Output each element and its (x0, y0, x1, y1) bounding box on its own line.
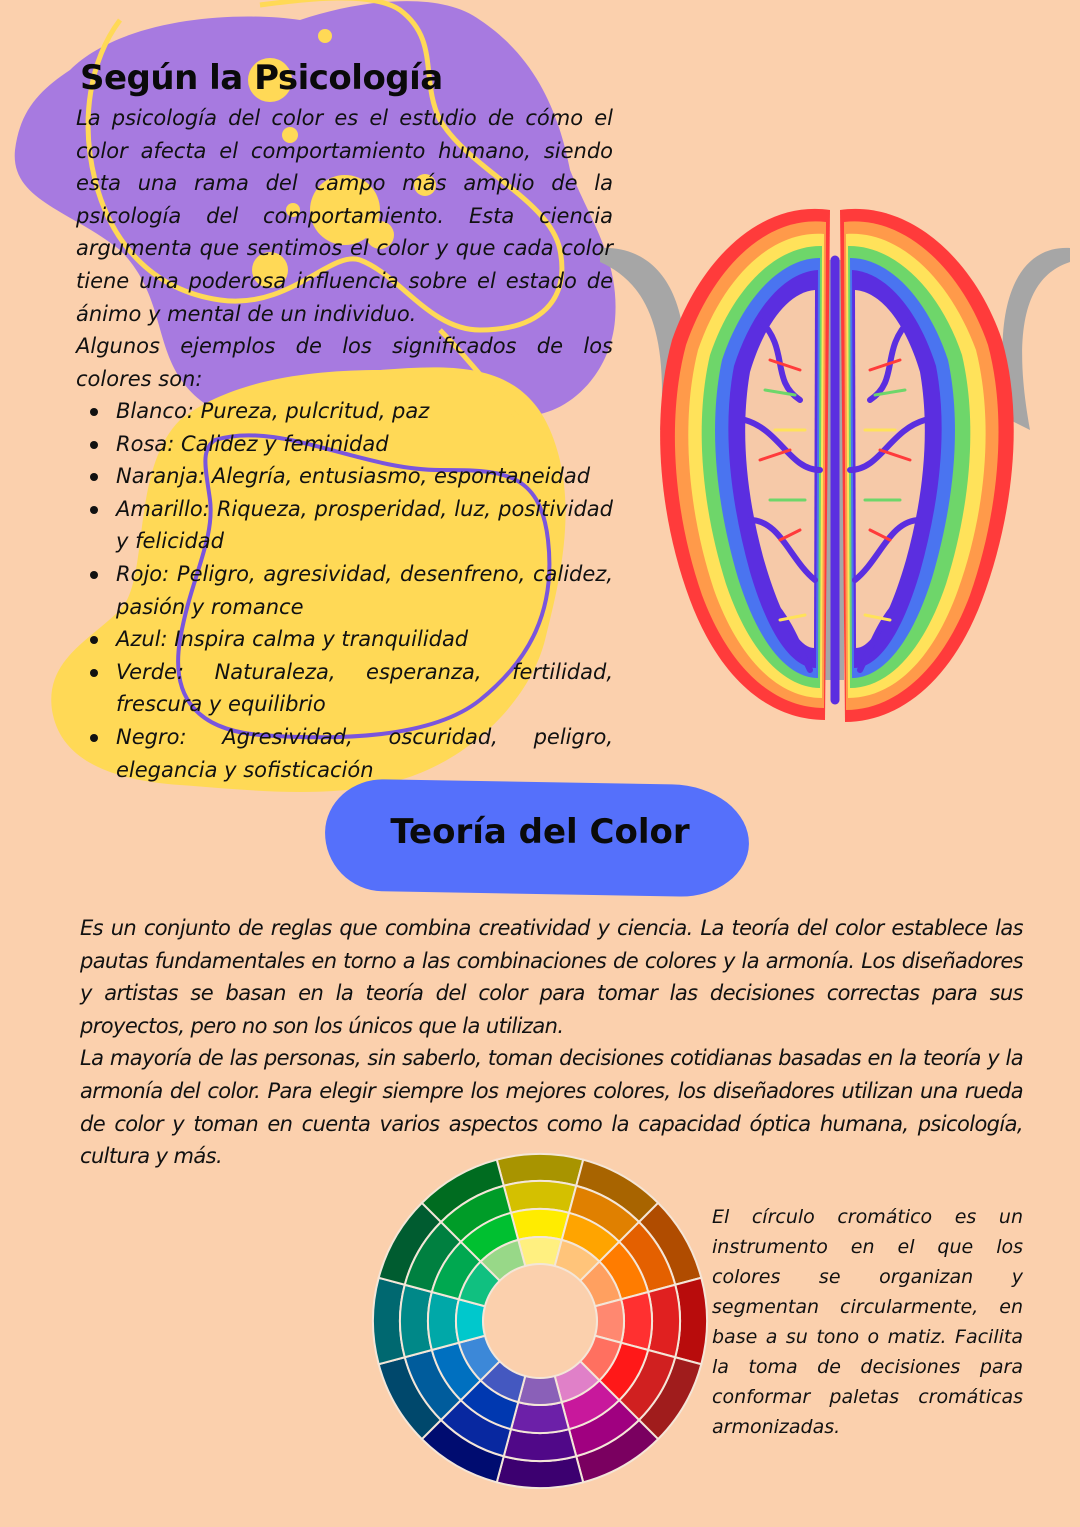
color-wheel-segment (511, 1402, 569, 1433)
theory-section-title: Teoría del Color (390, 812, 690, 852)
list-item-verde: Verde: Naturaleza, esperanza, fertilidad, frescura y equilibrio (76, 656, 613, 721)
theory-paragraph: La mayoría de las personas, sin saberlo, toman decisiones cotidianas basadas en la teoría y la armonía del color. Para elegir siempre los mejores colores, los diseñadores utilizan una rueda de color y toman en cuenta varios aspectos como la capacidad óptica humana, psicología, cultura y más. (80, 1046, 1023, 1169)
color-wheel-segment (428, 1292, 459, 1350)
intro-paragraph: La psicología del color es el estudio de cómo el color afecta el comportamiento humano, siendo esta una rama del campo más amplio de la psicología del comportamiento. Esta ciencia argumenta que sentimos el color y que cada color tiene una poderosa influencia sobre el estado de ánimo y mental de un individuo. (76, 106, 613, 326)
intro-paragraph: Algunos ejemplos de los significados de los colores son: (76, 334, 613, 391)
color-wheel-caption: El círculo cromático es un instrumento en el que los colores se organizan y segmentan circularmente, en base a su tono o matiz. Facilita la toma de decisiones para conformar paletas cromáticas armonizadas. (712, 1206, 1023, 1438)
list-item-amarillo: Amarillo: Riqueza, prosperidad, luz, positividad y felicidad (76, 493, 613, 558)
list-item-azul: Azul: Inspira calma y tranquilidad (76, 623, 613, 656)
list-item-blanco: Blanco: Pureza, pulcritud, paz (76, 395, 613, 428)
list-item-negro: Negro: Agresividad, oscuridad, peligro, elegancia y sofisticación (76, 721, 613, 786)
list-item-rojo: Rojo: Peligro, agresividad, desenfreno, calidez, pasión y romance (76, 558, 613, 623)
list-item-naranja: Naranja: Alegría, entusiasmo, espontaneidad (76, 460, 613, 493)
psychology-section-title: Según la Psicología (80, 58, 443, 98)
color-wheel-segment (511, 1209, 569, 1240)
color-wheel-segment (621, 1292, 652, 1350)
list-item-rosa: Rosa: Calidez y feminidad (76, 428, 613, 461)
theory-paragraph: Es un conjunto de reglas que combina creatividad y ciencia. La teoría del color establece las pautas fundamentales en torno a las combinaciones de colores y la armonía. Los diseñadores y artistas se basan en la teoría del color para tomar las decisiones correctas para sus proyectos, pero no son los únicos que la utilizan. (80, 916, 1023, 1038)
